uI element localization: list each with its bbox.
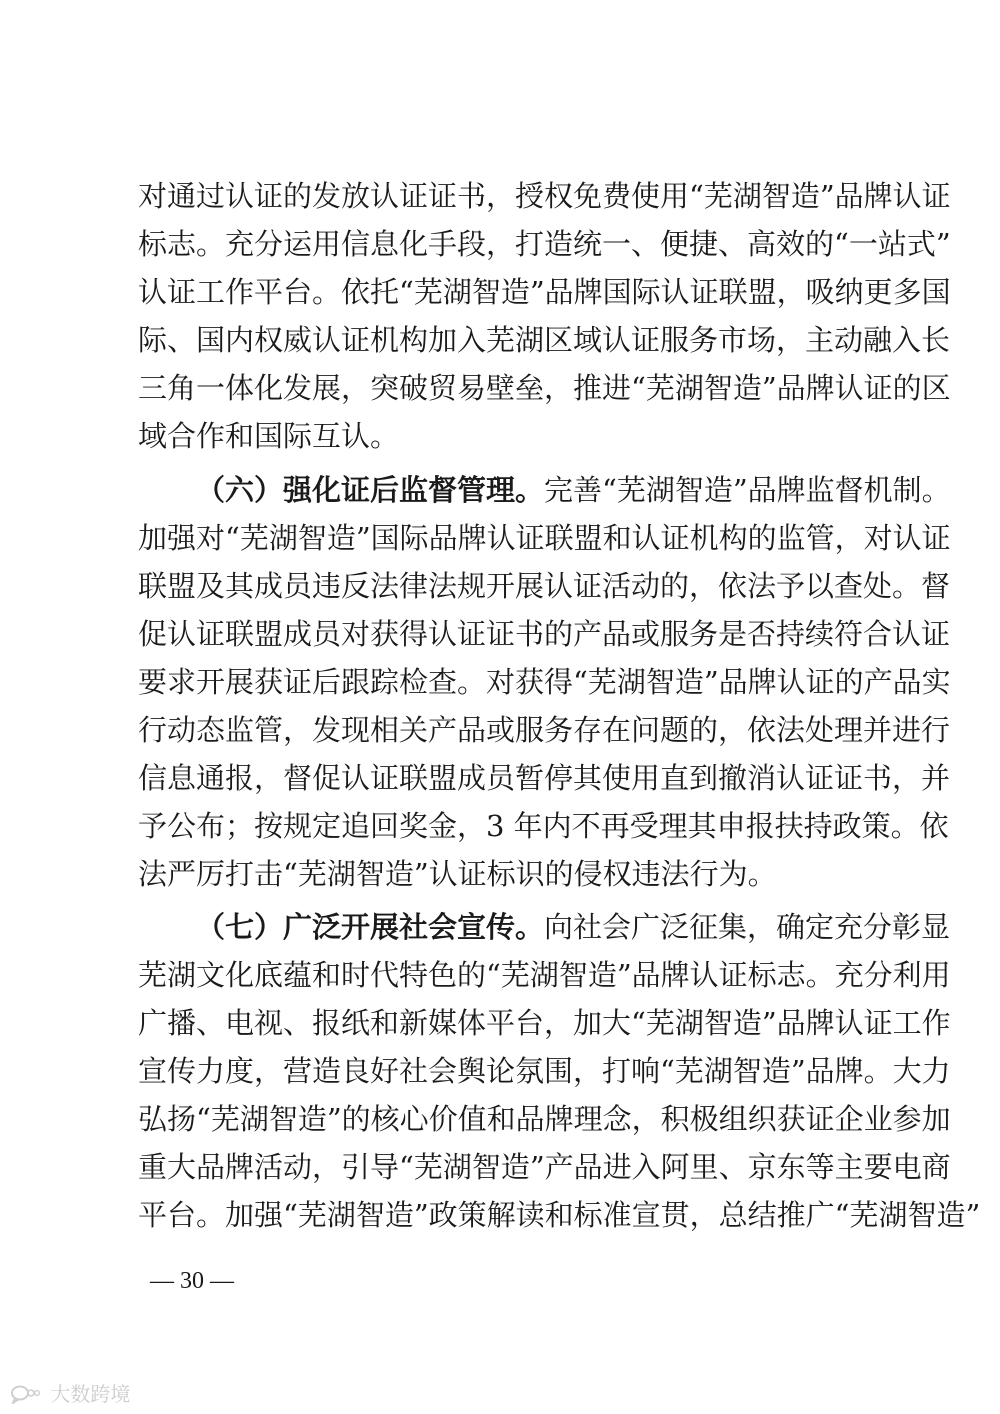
watermark-text: 大数跨境 — [50, 1382, 131, 1406]
section-7-heading: （七）广泛开展社会宣传。 — [196, 910, 545, 944]
paragraph-line: 际、国内权威认证机构加入芜湖区域认证服务市场，主动融入长 — [138, 323, 951, 357]
chat-bubble-icon — [10, 1382, 46, 1406]
section-7-first-line — [196, 910, 951, 944]
section-6-heading: （六）强化证后监督管理。 — [196, 473, 545, 507]
paragraph-line: 行动态监管，发现相关产品或服务存在问题的，依法处理并进行 — [138, 713, 951, 747]
paragraph-line: 芜湖文化底蕴和时代特色的“芜湖智造”品牌认证标志。充分利用 — [138, 958, 951, 992]
paragraph-line: 弘扬“芜湖智造”的核心价值和品牌理念，积极组织获证企业参加 — [138, 1102, 951, 1136]
watermark — [10, 1378, 130, 1407]
paragraph-line: 域合作和国际互认。 — [138, 419, 400, 453]
paragraph-line: 要求开展获证后跟踪检查。对获得“芜湖智造”品牌认证的产品实 — [138, 665, 951, 699]
page-number: — 30 — — [150, 1268, 234, 1294]
paragraph-line: 重大品牌活动，引导“芜湖智造”产品进入阿里、京东等主要电商 — [138, 1150, 951, 1184]
paragraph-line: 法严厉打击“芜湖智造”认证标识的侵权违法行为。 — [138, 857, 777, 891]
paragraph-line: 广播、电视、报纸和新媒体平台，加大“芜湖智造”品牌认证工作 — [138, 1006, 951, 1040]
paragraph-line: 三角一体化发展，突破贸易壁垒，推进“芜湖智造”品牌认证的区 — [138, 371, 951, 405]
paragraph-line: 认证工作平台。依托“芜湖智造”品牌国际认证联盟，吸纳更多国 — [138, 275, 951, 309]
paragraph-line: 促认证联盟成员对获得认证证书的产品或服务是否持续符合认证 — [138, 617, 951, 651]
paragraph-line: 平台。加强“芜湖智造”政策解读和标准宣贯，总结推广“芜湖智造” — [138, 1198, 981, 1232]
paragraph-line: 加强对“芜湖智造”国际品牌认证联盟和认证机构的监管，对认证 — [138, 521, 951, 555]
section-6-first-line — [196, 473, 951, 507]
paragraph-line: 对通过认证的发放认证证书，授权免费使用“芜湖智造”品牌认证 — [138, 179, 951, 213]
section-6-first-text: 完善“芜湖智造”品牌监督机制。 — [544, 473, 951, 507]
paragraph-line: 联盟及其成员违反法律法规开展认证活动的，依法予以查处。督 — [138, 569, 951, 603]
section-7-first-text: 向社会广泛征集，确定充分彰显 — [544, 910, 951, 944]
paragraph-line: 予公布；按规定追回奖金，3 年内不再受理其申报扶持政策。依 — [138, 809, 949, 843]
paragraph-line: 标志。充分运用信息化手段，打造统一、便捷、高效的“一站式” — [138, 227, 951, 261]
paragraph-line: 信息通报，督促认证联盟成员暂停其使用直到撤消认证证书，并 — [138, 761, 951, 795]
paragraph-line: 宣传力度，营造良好社会舆论氛围，打响“芜湖智造”品牌。大力 — [138, 1054, 951, 1088]
